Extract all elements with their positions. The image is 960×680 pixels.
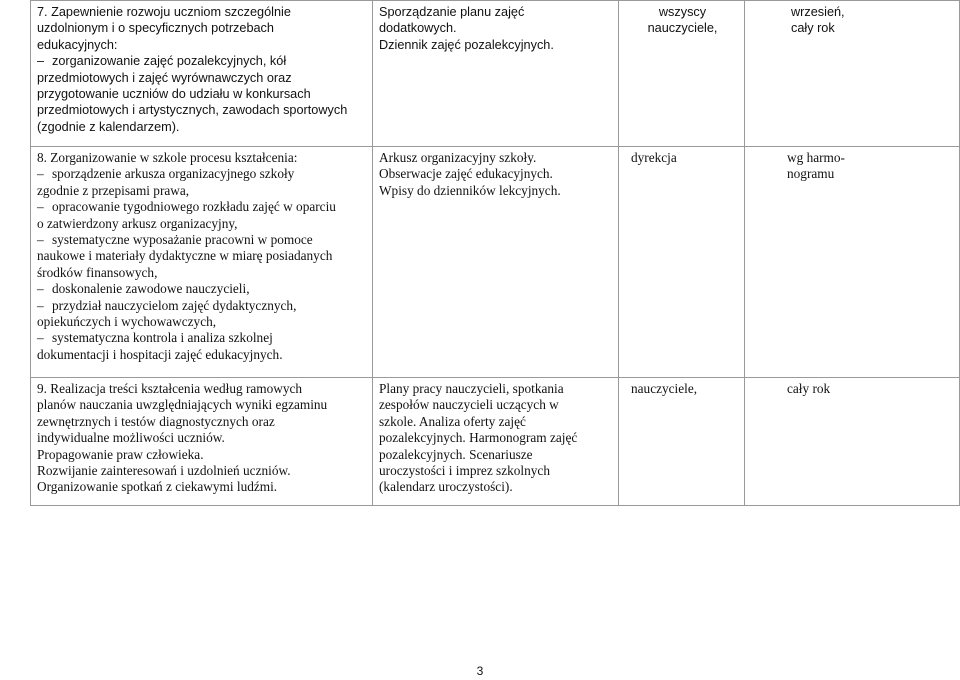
line-text: opiekuńczych i wychowawczych,: [37, 314, 217, 330]
line-text: zgodnie z przepisami prawa,: [37, 182, 190, 198]
line-text: nauczyciele,: [631, 381, 698, 396]
cell-line: [379, 183, 614, 199]
task-line: [37, 463, 368, 479]
line-text: planów nauczania uwzględniających wyniki egzaminu: [37, 397, 328, 413]
line-text: pozalekcyjnych. Scenariusze: [379, 446, 533, 462]
cell-line: [379, 479, 614, 495]
task-line: [37, 70, 368, 86]
list-dash: –: [37, 166, 44, 182]
task-line: [37, 347, 368, 363]
line-text: (kalendarz uroczystości).: [379, 479, 513, 495]
line-text: dodatkowych.: [379, 21, 457, 36]
line-text: przygotowanie uczniów do udziału w konkursach: [37, 87, 311, 102]
plan-table: [30, 0, 960, 506]
list-dash: –: [37, 330, 44, 346]
task-line: [37, 314, 368, 330]
task-line: [37, 53, 368, 69]
cell-line: [625, 4, 740, 20]
line-text: naukowe i materiały dydaktyczne w miarę posiadanych: [37, 248, 333, 264]
cell-line: [379, 150, 614, 166]
line-text: 7. Zapewnienie rozwoju uczniom szczególnie: [37, 5, 291, 19]
cell-line: [791, 4, 955, 20]
task-line: [37, 183, 368, 199]
line-text: zewnętrznych i testów diagnostycznych oraz: [37, 413, 275, 429]
task-cell: [31, 147, 373, 378]
line-text: 8. Zorganizowanie w szkole procesu kształcenia:: [37, 150, 298, 165]
line-text: systematyczne wyposażanie pracowni w pomoce: [52, 232, 313, 248]
line-text: przedmiotowych i artystycznych, zawodach sportowych: [37, 103, 348, 118]
line-text: sporządzenie arkusza organizacyjnego szkoły: [52, 166, 295, 182]
line-text: systematyczna kontrola i analiza szkolnej: [52, 330, 273, 346]
deadline-cell: [745, 1, 960, 147]
task-line: [37, 281, 368, 297]
line-text: (zgodnie z kalendarzem).: [37, 119, 180, 134]
task-cell: [31, 378, 373, 506]
responsible-cell: [619, 1, 745, 147]
task-line: [37, 381, 368, 397]
line-text: szkole. Analiza oferty zajęć: [379, 413, 526, 429]
line-text: uzdolnionym i o specyficznych potrzebach: [37, 21, 274, 36]
cell-line: [787, 166, 955, 182]
responsible-cell: [619, 378, 745, 506]
line-text: zespołów nauczycieli uczących w: [379, 397, 559, 413]
list-dash: –: [37, 297, 44, 313]
task-line: [37, 37, 368, 53]
cell-line: [787, 381, 955, 397]
line-text: Organizowanie spotkań z ciekawymi ludźmi.: [37, 479, 278, 495]
task-line: [37, 150, 368, 166]
line-text: Dziennik zajęć pozalekcyjnych.: [379, 37, 554, 52]
table-row: [31, 1, 960, 147]
deadline-cell: [745, 378, 960, 506]
line-text: Propagowanie praw człowieka.: [37, 446, 204, 462]
cell-line: [379, 463, 614, 479]
line-text: indywidualne możliwości uczniów.: [37, 430, 225, 446]
cell-line: [791, 20, 955, 36]
cell-line: [379, 4, 614, 20]
task-line: [37, 248, 368, 264]
line-text: dyrekcja: [631, 150, 677, 165]
task-line: [37, 397, 368, 413]
list-dash: –: [37, 281, 44, 297]
line-text: zorganizowanie zajęć pozalekcyjnych, kół: [52, 54, 287, 69]
cell-line: [379, 37, 614, 53]
evidence-cell: [373, 1, 619, 147]
line-text: edukacyjnych:: [37, 37, 118, 52]
line-text: uroczystości i imprez szkolnych: [379, 463, 550, 479]
task-line: [37, 119, 368, 135]
table-row: [31, 378, 960, 506]
task-line: [37, 199, 368, 215]
line-text: dokumentacji i hospitacji zajęć edukacyjnych.: [37, 346, 283, 362]
task-line: [37, 232, 368, 248]
cell-line: [379, 381, 614, 397]
task-line: [37, 447, 368, 463]
line-text: opracowanie tygodniowego rozkładu zajęć w oparciu: [52, 199, 336, 215]
cell-line: [379, 166, 614, 182]
line-text: o zatwierdzony arkusz organizacyjny,: [37, 215, 238, 231]
line-text: nogramu: [787, 166, 835, 182]
line-text: doskonalenie zawodowe nauczycieli,: [52, 281, 250, 297]
cell-line: [625, 20, 740, 36]
line-text: pozalekcyjnych. Harmonogram zajęć: [379, 430, 578, 446]
list-dash: –: [37, 232, 44, 248]
task-line: [37, 4, 368, 20]
cell-line: [631, 150, 740, 166]
cell-line: [787, 150, 955, 166]
deadline-cell: [745, 147, 960, 378]
line-text: przedmiotowych i zajęć wyrównawczych oraz: [37, 70, 292, 85]
list-dash: –: [37, 54, 45, 69]
cell-line: [379, 397, 614, 413]
task-line: [37, 102, 368, 118]
task-line: [37, 479, 368, 495]
cell-line: [631, 381, 740, 397]
evidence-cell: [373, 147, 619, 378]
task-line: [37, 414, 368, 430]
line-text: cały rok: [791, 21, 835, 36]
line-text: Arkusz organizacyjny szkoły.: [379, 150, 537, 165]
line-text: Sporządzanie planu zajęć: [379, 5, 525, 19]
list-dash: –: [37, 199, 44, 215]
line-text: cały rok: [787, 381, 831, 396]
task-line: [37, 216, 368, 232]
responsible-cell: [619, 147, 745, 378]
evidence-cell: [373, 378, 619, 506]
line-text: przydział nauczycielom zajęć dydaktycznych,: [52, 297, 297, 313]
cell-line: [379, 430, 614, 446]
page-number: 3: [476, 664, 484, 678]
table-row: [31, 147, 960, 378]
line-text: środków finansowych,: [37, 264, 158, 280]
task-line: [37, 330, 368, 346]
task-line: [37, 20, 368, 36]
cell-line: [379, 20, 614, 36]
task-line: [37, 265, 368, 281]
cell-line: [379, 447, 614, 463]
line-text: 9. Realizacja treści kształcenia według ramowych: [37, 381, 303, 396]
cell-line: [379, 414, 614, 430]
task-cell: [31, 1, 373, 147]
line-text: wrzesień,: [791, 5, 845, 19]
task-line: [37, 166, 368, 182]
task-line: [37, 430, 368, 446]
task-line: [37, 86, 368, 102]
line-text: Plany pracy nauczycieli, spotkania: [379, 381, 564, 396]
line-text: wszyscy: [658, 5, 707, 19]
line-text: Obserwacje zajęć edukacyjnych.: [379, 166, 553, 182]
task-line: [37, 298, 368, 314]
line-text: nauczyciele,: [647, 21, 718, 36]
line-text: wg harmo-: [787, 150, 845, 165]
line-text: Rozwijanie zainteresowań i uzdolnień uczniów.: [37, 463, 291, 479]
line-text: Wpisy do dzienników lekcyjnych.: [379, 182, 561, 198]
